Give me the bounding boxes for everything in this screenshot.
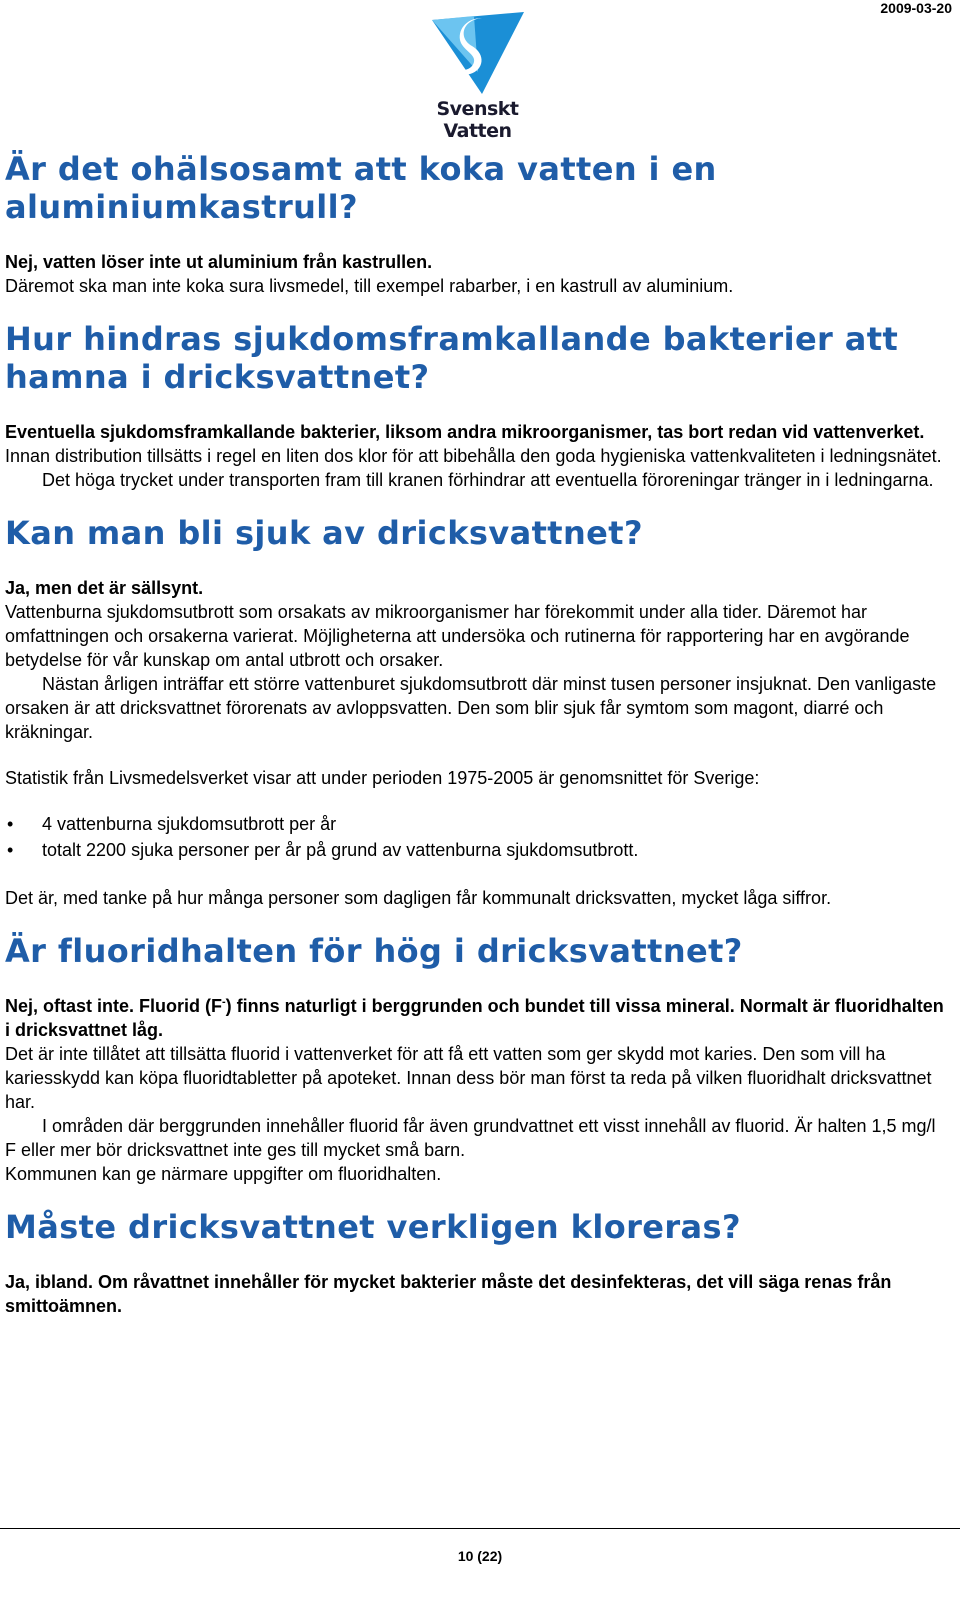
section-answer: Ja, ibland. Om råvattnet innehåller för mycket bakterier måste det desinfekteras, det vill säga renas från smittoämnen.: [5, 1272, 892, 1316]
section-heading: Måste dricksvattnet verkligen kloreras?: [5, 1208, 741, 1246]
section-paragraph: Däremot ska man inte koka sura livsmedel, till exempel rabarber, i en kastrull av aluminium.: [5, 276, 734, 296]
list-item: • totalt 2200 sjuka personer per år på grund av vattenburna sjukdomsutbrott.: [7, 840, 639, 860]
page-number: 10 (22): [457, 1548, 503, 1564]
section-paragraph: Det är inte tillåtet att tillsätta fluorid i vattenverket för att få ett vatten som ger skydd mot karies. Den som vill ha kariesskydd kan köpa fluoridtabletter på apoteket. Innan dess bör man först ta reda på vilken fluoridhalt dricksvattnet har.: [5, 1044, 932, 1112]
section-paragraph: Det är, med tanke på hur många personer som dagligen får kommunalt dricksvatten, mycket låga siffror.: [5, 888, 832, 908]
section-heading: Är fluoridhalten för hög i dricksvattnet?: [5, 932, 743, 970]
document-date: 2009-03-20: [880, 0, 952, 16]
section-heading: Är det ohälsosamt att koka vatten i en aluminiumkastrull?: [5, 150, 717, 226]
section-paragraph: Vattenburna sjukdomsutbrott som orsakats av mikroorganismer har förekommit under alla tider. Däremot har omfattningen och orsakerna varierat. Möjligheterna att undersöka och rutinerna för rapportering har en avgörande betydelse för vår kunskap om antal utbrott och orsaker.: [5, 602, 910, 670]
logo-mark-icon: [432, 12, 524, 94]
section-answer: Nej, vatten löser inte ut aluminium från kastrullen.: [5, 252, 433, 272]
logo-wordmark: Svenskt Vatten: [436, 98, 519, 142]
footer-divider: [0, 1528, 960, 1529]
section-paragraph: Nästan årligen inträffar ett större vattenburet sjukdomsutbrott där minst tusen personer insjuknat. Den vanligaste orsaken är att dricksvattnet förorenats av avloppsvatten. Den som blir sjuk får symtom som magont, diarré och kräkningar.: [5, 674, 937, 742]
section-answer: Ja, men det är sällsynt.: [5, 578, 204, 598]
section-answer: Eventuella sjukdomsframkallande bakterier, liksom andra mikroorganismer, tas bort redan vid vattenverket.: [5, 422, 925, 442]
bullet-icon: •: [7, 840, 14, 860]
statistics-list: [5, 812, 950, 862]
section-answer: Nej, oftast inte. Fluorid (F-) finns naturligt i berggrunden och bundet till vissa mineral. Normalt är fluoridhalten i dricksvattnet låg.: [5, 996, 944, 1040]
list-item: • 4 vattenburna sjukdomsutbrott per år: [7, 814, 337, 834]
section-paragraph: Innan distribution tillsätts i regel en liten dos klor för att bibehålla den goda hygieniska vattenkvaliteten i ledningsnätet.: [5, 446, 942, 466]
bullet-icon: •: [7, 814, 14, 834]
document-body: [5, 150, 950, 1318]
section-heading: Hur hindras sjukdomsframkallande bakterier att hamna i dricksvattnet?: [5, 320, 899, 396]
section-heading: Kan man bli sjuk av dricksvattnet?: [5, 514, 643, 552]
svenskt-vatten-logo: [405, 12, 550, 142]
section-paragraph: Det höga trycket under transporten fram till kranen förhindrar att eventuella föroreningar tränger in i ledningarna.: [42, 470, 934, 490]
section-paragraph: I områden där berggrunden innehåller fluorid får även grundvattnet ett visst innehåll av fluorid. Är halten 1,5 mg/l F eller mer bör dricksvattnet inte ges till mycket små barn.: [5, 1116, 936, 1160]
section-paragraph: Statistik från Livsmedelsverket visar att under perioden 1975-2005 är genomsnittet för Sverige:: [5, 768, 760, 788]
section-paragraph: Kommunen kan ge närmare uppgifter om fluoridhalten.: [5, 1164, 442, 1184]
